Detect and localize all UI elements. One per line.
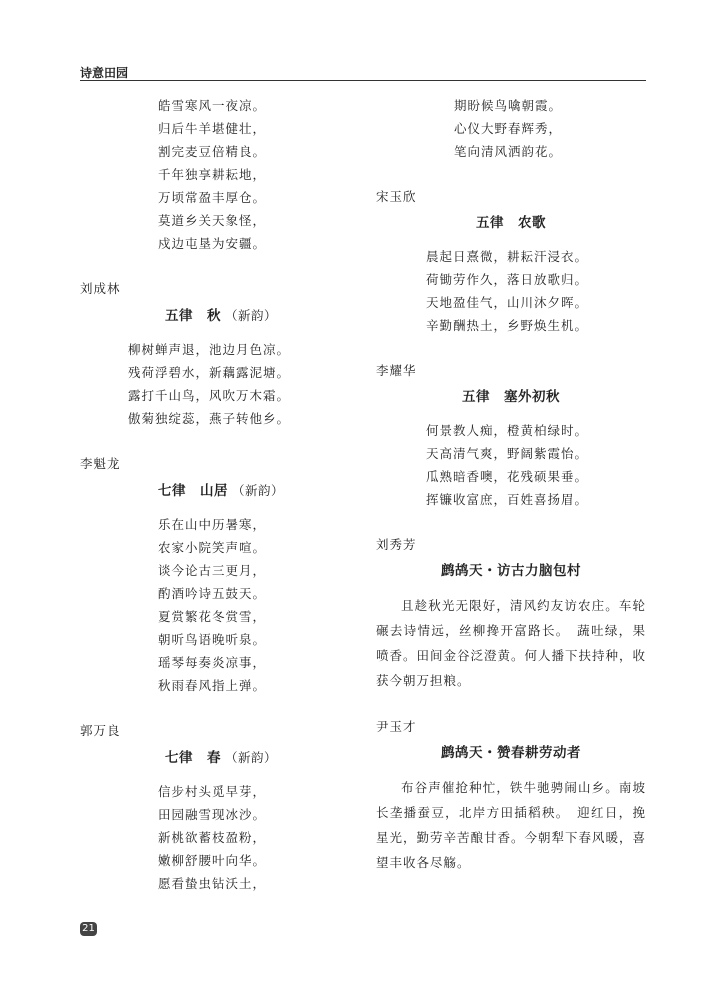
poem-title: [80, 479, 362, 503]
poem-line: 信步村头觅早芽，: [158, 784, 267, 799]
poem-line: 皓雪寒风一夜凉。: [158, 98, 267, 113]
poem-author: 郭万良: [80, 723, 121, 738]
poem-author: 尹玉才: [376, 719, 417, 734]
poem-title: [80, 304, 362, 328]
poem-line: 酌酒吟诗五鼓天。: [158, 586, 267, 601]
poem-continuation: [376, 94, 646, 163]
poem-continuation: [80, 94, 362, 255]
poem-title-text: 五律 秋: [164, 308, 221, 324]
poem-line: 莫道乡关天象怪，: [158, 213, 267, 228]
poem-line: 荷锄劳作久，落日放歌归。: [426, 272, 589, 287]
left-column: [80, 94, 362, 895]
poem-body: [80, 513, 362, 697]
poem-line: 瓜熟暗香噢，花残硕果垂。: [426, 469, 589, 484]
poem-line: 笔向清风洒韵花。: [454, 144, 563, 159]
poem-author: 李耀华: [376, 363, 417, 378]
poem-line: 心仪大野春辉秀，: [454, 121, 563, 136]
poem-line: 割完麦豆倍精良。: [158, 144, 267, 159]
poem-line: 傲菊独绽蕊，燕子转他乡。: [128, 411, 291, 426]
poem-line: 挥镰收富庶，百姓喜扬眉。: [426, 492, 589, 507]
poem-body: [80, 780, 362, 895]
poem-line: 残荷浮碧水，新藕露泥塘。: [128, 365, 291, 380]
poem-title: 鹧鸪天・赞春耕劳动者: [441, 745, 581, 761]
poem-title: 五律 塞外初秋: [462, 389, 560, 405]
poem-prose: 且趁秋光无限好，清风约友访农庄。车轮碾去诗情远，丝柳搀开富路长。 蔬吐绿，果喷香。田间金谷泛澄黄。何人播下扶持种，收获今朝万担粮。: [376, 598, 647, 688]
poem-line: 谈今论古三更月，: [158, 563, 267, 578]
poem-title: [80, 746, 362, 770]
poem-line: 天高清气爽，野阔紫霞怡。: [426, 446, 589, 461]
poem-author: 刘秀芳: [376, 537, 417, 552]
poem-line: 夏赏繁花冬赏雪，: [158, 609, 267, 624]
poem-line: 秋雨春风指上弹。: [158, 678, 267, 693]
poem-line: 辛勤酬热土，乡野焕生机。: [426, 318, 589, 333]
poem-body: [80, 338, 362, 430]
poem-line: 瑶琴每奏炎凉事，: [158, 655, 267, 670]
poem-line: 朝听鸟语晚听泉。: [158, 632, 267, 647]
section-header: 诗意田园: [80, 66, 129, 80]
right-column: [376, 94, 646, 875]
poem-prose: 布谷声催抢种忙，铁牛驰骋闹山乡。南坡长垄播蚕豆，北岸方田插稻秧。 迎红日，挽星光，勤劳辛苦酿甘香。今朝犁下春风暖，喜望丰收各尽觞。: [376, 780, 647, 870]
poem-line: 乐在山中历暑寒，: [158, 517, 267, 532]
poem-title-text: 七律 山居: [157, 483, 228, 499]
poem-line: 愿看蛰虫钻沃土，: [158, 876, 267, 891]
poem-line: 戍边屯垦为安疆。: [158, 236, 267, 251]
poem-line: 露打千山鸟，风吹万木霜。: [128, 388, 291, 403]
poem-title-text: 七律 春: [164, 750, 221, 766]
poem-line: 柳树蝉声退，池边月色凉。: [128, 342, 291, 357]
poem-title: 鹧鸪天・访古力脑包村: [441, 563, 581, 579]
header-rule: [80, 80, 646, 81]
poem-body: [376, 245, 646, 337]
poem-author: 宋玉欣: [376, 189, 417, 204]
poem-line: 嫩柳舒腰叶向华。: [158, 853, 267, 868]
poem-subtitle: （新韵）: [224, 308, 277, 323]
poem-line: 天地盈佳气，山川沐夕晖。: [426, 295, 589, 310]
poem-line: 万顷常盈丰厚仓。: [158, 190, 267, 205]
page-number: 21: [80, 922, 97, 936]
poem-line: 何景教人痴，橙黄柏绿时。: [426, 423, 589, 438]
poem-line: 新桃欲蓄枝盈粉，: [158, 830, 267, 845]
poem-line: 归后牛羊堪健壮，: [158, 121, 267, 136]
poem-line: 田园融雪现冰沙。: [158, 807, 267, 822]
poem-author: 李魁龙: [80, 456, 121, 471]
poem-line: 千年独享耕耘地，: [158, 167, 267, 182]
poem-body: [376, 419, 646, 511]
poem-subtitle: （新韵）: [224, 750, 277, 765]
poem-line: 期盼候鸟噙朝霞。: [454, 98, 563, 113]
poem-line: 农家小院笑声喧。: [158, 540, 267, 555]
poem-line: 晨起日熹微，耕耘汗浸衣。: [426, 249, 589, 264]
poem-subtitle: （新韵）: [231, 483, 284, 498]
poem-author: 刘成林: [80, 281, 121, 296]
poem-title: 五律 农歌: [476, 215, 546, 231]
